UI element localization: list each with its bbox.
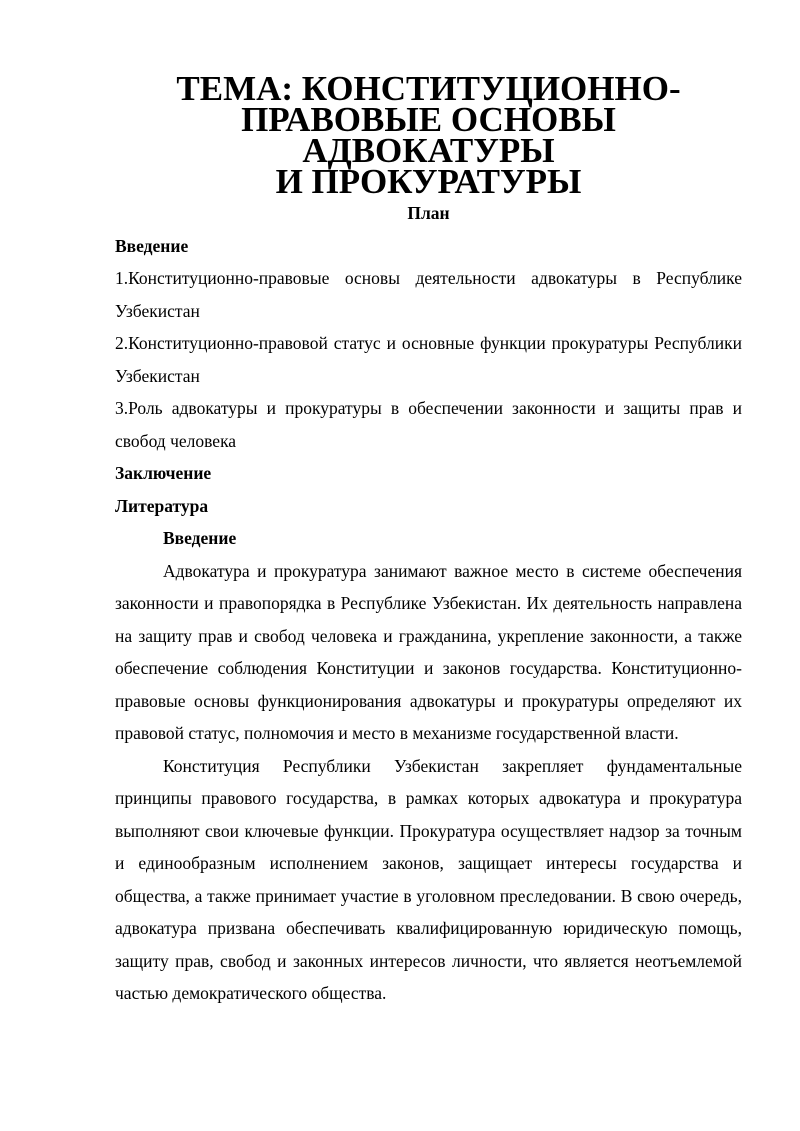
toc-item-introduction: Введение	[115, 235, 189, 256]
toc-item-chapter-2: 2.Конституционно-правовой статус и основные функции прокуратуры Республики Узбекистан	[115, 333, 742, 386]
table-of-contents	[115, 230, 742, 523]
toc-item-literature: Литература	[115, 495, 209, 516]
page-content	[115, 69, 742, 1010]
body-paragraph: Конституция Республики Узбекистан закрепляет фундаментальные принципы правового государства, в рамках которых адвокатура и прокуратура выполняют свои ключевые функции. Прокуратура осуществляет надзор за точным и единообразным исполнением законов, защищает интересы государства и общества, а также принимает участие в уголовном преследовании. В свою очередь, адвокатура призвана обеспечивать квалифицированную юридическую помощь, защиту прав, свобод и законных интересов личности, что является неотъемлемой частью демократического общества.	[115, 755, 742, 1003]
section-heading-introduction: Введение	[163, 528, 237, 548]
plan-heading: План	[407, 203, 450, 223]
toc-item-chapter-1: 1.Конституционно-правовые основы деятельности адвокатуры в Республике Узбекистан	[115, 268, 742, 321]
document-title-line-2: И ПРОКУРАТУРЫ	[275, 162, 582, 201]
document-title	[115, 69, 742, 201]
toc-item-chapter-3: 3.Роль адвокатуры и прокуратуры в обеспечении законности и защиты прав и свобод человека	[115, 398, 742, 451]
document-title-line-1: ТЕМА: КОНСТИТУЦИОННО-ПРАВОВЫЕ ОСНОВЫ АДВОКАТУРЫ	[176, 69, 681, 170]
body-paragraph: Адвокатура и прокуратура занимают важное место в системе обеспечения законности и правопорядка в Республике Узбекистан. Их деятельность направлена на защиту прав и свобод человека и гражданина, укрепление законности, а также обеспечение соблюдения Конституции и законов государства. Конституционно-правовые основы функционирования адвокатуры и прокуратуры определяют их правовой статус, полномочия и место в механизме государственной власти.	[115, 560, 742, 743]
toc-item-conclusion: Заключение	[115, 463, 212, 483]
